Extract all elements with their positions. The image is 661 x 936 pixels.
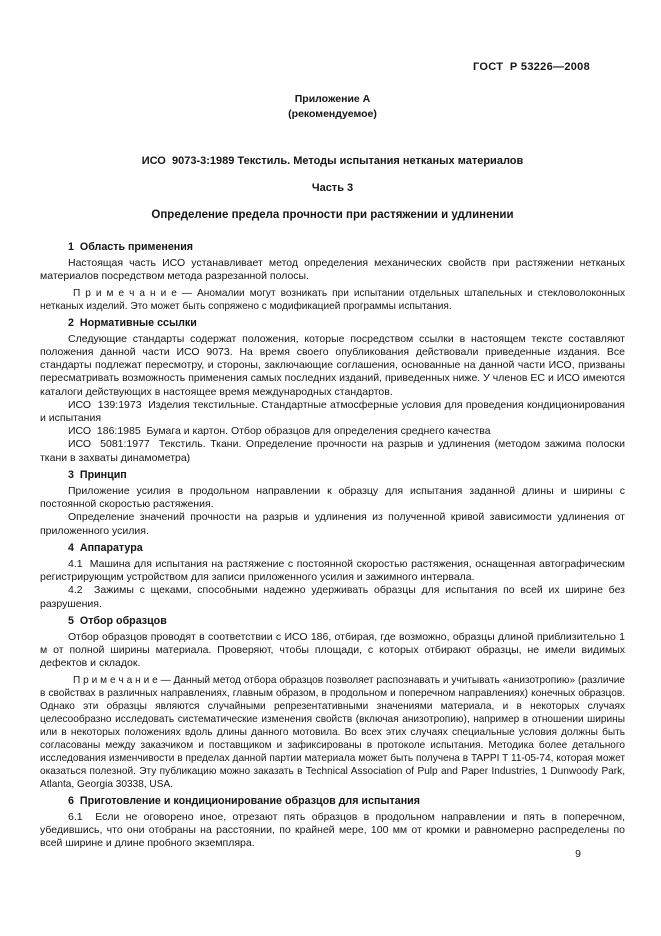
page-number: 9 <box>575 848 581 860</box>
section-preparation-conditioning <box>40 795 625 851</box>
section-6-heading: 6 Приготовление и кондиционирование образцов для испытания <box>68 794 420 807</box>
paragraph: 6.1 Если не оговорено иное, отрезают пять образцов в продольном направлении и пять в поперечном, убедившись, что они отобраны на расстоянии, по крайней мере, 100 мм от кромки и равномерно распределены по всей ширине и длине пробного экземпляра. <box>40 810 625 850</box>
section-1-heading: 1 Область применения <box>68 241 194 253</box>
appendix-label: Приложение А <box>294 93 371 105</box>
appendix-type: (рекомендуемое) <box>288 108 377 120</box>
paragraph: Отбор образцов проводят в соответствии с ИСО 186, отбирая, где возможно, образцы длиной приблизительно 1 м от полной ширины материала. Проверяют, чтобы площади, с которых отбирают образцы, не имели видимых дефектов и складок. <box>40 631 625 670</box>
reference-item: ИСО 139:1973 Изделия текстильные. Стандартные атмосферные условия для проведения кондиционирования и испытания <box>40 398 625 425</box>
section-apparatus <box>40 542 625 611</box>
appendix-block <box>40 92 625 122</box>
reference-item: ИСО 186:1985 Бумага и картон. Отбор образцов для определения среднего качества <box>68 425 491 438</box>
document-subject-title: Определение предела прочности при растяжении и удлинении <box>151 209 514 221</box>
paragraph: Приложение усилия в продольном направлении к образцу для испытания заданной длины и ширины с постоянной скоростью растяжения. <box>40 485 625 511</box>
section-normative-references <box>40 317 625 465</box>
section-5-heading: 5 Отбор образцов <box>68 614 167 627</box>
section-3-heading: 3 Принцип <box>68 468 127 481</box>
section-2-heading: 2 Нормативные ссылки <box>68 316 197 329</box>
section-scope <box>40 241 625 313</box>
doc-code-header: ГОСТ Р 53226—2008 <box>472 61 590 73</box>
section-principle <box>40 469 625 538</box>
page-content <box>40 0 625 851</box>
note-paragraph: П р и м е ч а н и е — Данный метод отбора образцов позволяет распознавать и учитывать «анизотропию» (различие в свойствах в различных направлениях, главным образом, в продольном и поперечном направлениях) конечных образцов. Однако эти образцы являются случайными репрезентативными значениями материала, и в некоторых случаях целесообразно исследовать систематические изменения свойств (включая анизотропию), например в отношении ширины или в некоторых положениях вдоль длины данного мотовила. Во всех этих случаях специальные условия должны быть согласованы между заказчиком и поставщиком и зафиксированы в протоколе испытания. Методика более детального исследования изменчивости в пределах данной партии материала может быть получена в TAPPI T 11-05-74, которая может оказаться полезной. Эту публикацию можно заказать в Technical Association of Pulp and Paper Industries, 1 Dunwoody Park, Atlanta, Georgia 30338, USA. <box>40 674 625 790</box>
section-sampling <box>40 615 625 791</box>
paragraph: Следующие стандарты содержат положения, которые посредством ссылки в настоящем тексте составляют положения данной части ИСО 9073. На время своего опубликования действовали приведенные издания. Все стандарты подлежат пересмотру, и стороны, заключающие соглашения, основанные на данной части ИСО, призваны пересматривать возможность применения самых последних изданий, приведенных ниже. У членов ЕС и ИСО имеются каталоги действующих в настоящее время международных стандартов. <box>40 332 625 398</box>
paragraph: 4.2 Зажимы с щеками, способными надежно удерживать образцы для испытания по всей их ширине без разрушения. <box>40 584 625 610</box>
paragraph: Настоящая часть ИСО устанавливает метод определения механических свойств при растяжении нетканых материалов посредством метода разрезанной полосы. <box>40 257 625 283</box>
part-title: Часть 3 <box>311 182 354 194</box>
note-paragraph: П р и м е ч а н и е — Аномалии могут возникать при испытании отдельных штапельных и стекловолоконных нетканых изделий. Это может быть сопряжено с модификацией программы испытания. <box>40 287 625 312</box>
reference-item: ИСО 5081:1977 Текстиль. Ткани. Определение прочности на разрыв и удлинения (методом зажима полоски ткани в захваты динамометра) <box>40 438 625 464</box>
paragraph: 4.1 Машина для испытания на растяжение с постоянной скоростью растяжения, оснащенная автографическим регистрирующим устройством для записи приложенного усилия и зажимного интервала. <box>40 558 625 584</box>
standard-title: ИСО 9073-3:1989 Текстиль. Методы испытания нетканых материалов <box>141 155 524 167</box>
section-4-heading: 4 Аппаратура <box>68 541 143 554</box>
paragraph: Определение значений прочности на разрыв и удлинения из полученной кривой зависимости удлинения от приложенного усилия. <box>40 511 625 537</box>
